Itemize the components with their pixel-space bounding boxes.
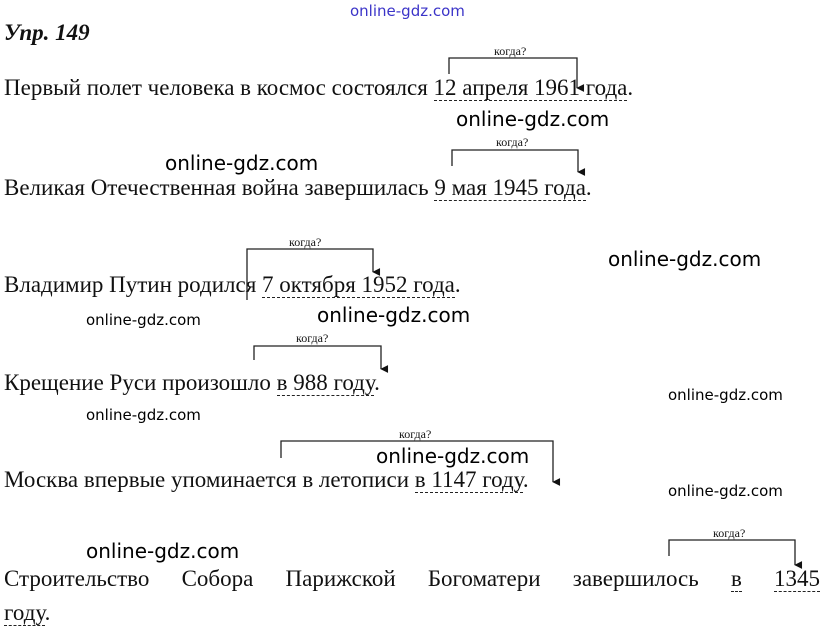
question-arrow-1 xyxy=(449,58,577,88)
question-arrow-3 xyxy=(247,249,373,300)
date-phrase: в 988 году xyxy=(276,370,375,395)
question-label-2: когда? xyxy=(496,135,529,149)
sentence-end: . xyxy=(627,75,634,100)
sentence-text: Великая Отечественная война завершилась xyxy=(4,175,435,200)
word: Богоматери xyxy=(427,566,541,591)
watermark: online-gdz.com xyxy=(86,406,201,424)
exercise-title: Упр. 149 xyxy=(4,20,90,45)
sentence-end: . xyxy=(585,175,592,200)
question-label-6: когда? xyxy=(713,526,746,540)
sentence-end: . xyxy=(374,370,380,395)
date-phrase: 12 апреля 1961 года xyxy=(433,75,628,100)
question-arrow-6 xyxy=(669,540,795,565)
word: Парижской xyxy=(285,566,396,591)
question-label-4: когда? xyxy=(296,331,329,345)
sentence-text: Крещение Руси произошло xyxy=(4,370,277,395)
word: завершилось xyxy=(572,566,699,591)
watermark: online-gdz.com xyxy=(165,151,319,175)
date-phrase: году xyxy=(4,600,45,625)
date-phrase: 7 октября 1952 года xyxy=(262,272,455,297)
sentence-text: Первый полет человека в космос состоялся xyxy=(4,75,434,100)
watermark: online-gdz.com xyxy=(376,444,530,468)
watermark: online-gdz.com xyxy=(317,303,471,327)
question-label-5: когда? xyxy=(399,427,432,441)
date-word: в xyxy=(730,566,742,591)
date-phrase: в 1147 году xyxy=(414,467,523,492)
watermark: online-gdz.com xyxy=(608,247,762,271)
sentence-text: Владимир Путин родился xyxy=(4,272,263,297)
word: Строительство xyxy=(4,566,150,591)
question-arrow-4 xyxy=(254,346,381,369)
sentence-end: . xyxy=(522,467,529,492)
date-word: 1345 xyxy=(774,566,820,591)
question-label-3: когда? xyxy=(289,235,322,249)
watermark: online-gdz.com xyxy=(668,386,783,404)
watermark: online-gdz.com xyxy=(668,482,783,500)
sentence-end: . xyxy=(44,600,51,625)
question-arrow-2 xyxy=(452,150,578,172)
watermark: online-gdz.com xyxy=(86,311,201,329)
site-watermark-top: online-gdz.com xyxy=(350,2,465,20)
word: Собора xyxy=(181,566,254,591)
sentence-end: . xyxy=(454,272,461,297)
watermark: online-gdz.com xyxy=(456,107,610,131)
question-label-1: когда? xyxy=(494,44,527,58)
date-phrase: 9 мая 1945 года xyxy=(434,175,586,200)
watermark: online-gdz.com xyxy=(86,539,240,563)
sentence-text: Москва впервые упоминается в летописи xyxy=(4,467,415,492)
